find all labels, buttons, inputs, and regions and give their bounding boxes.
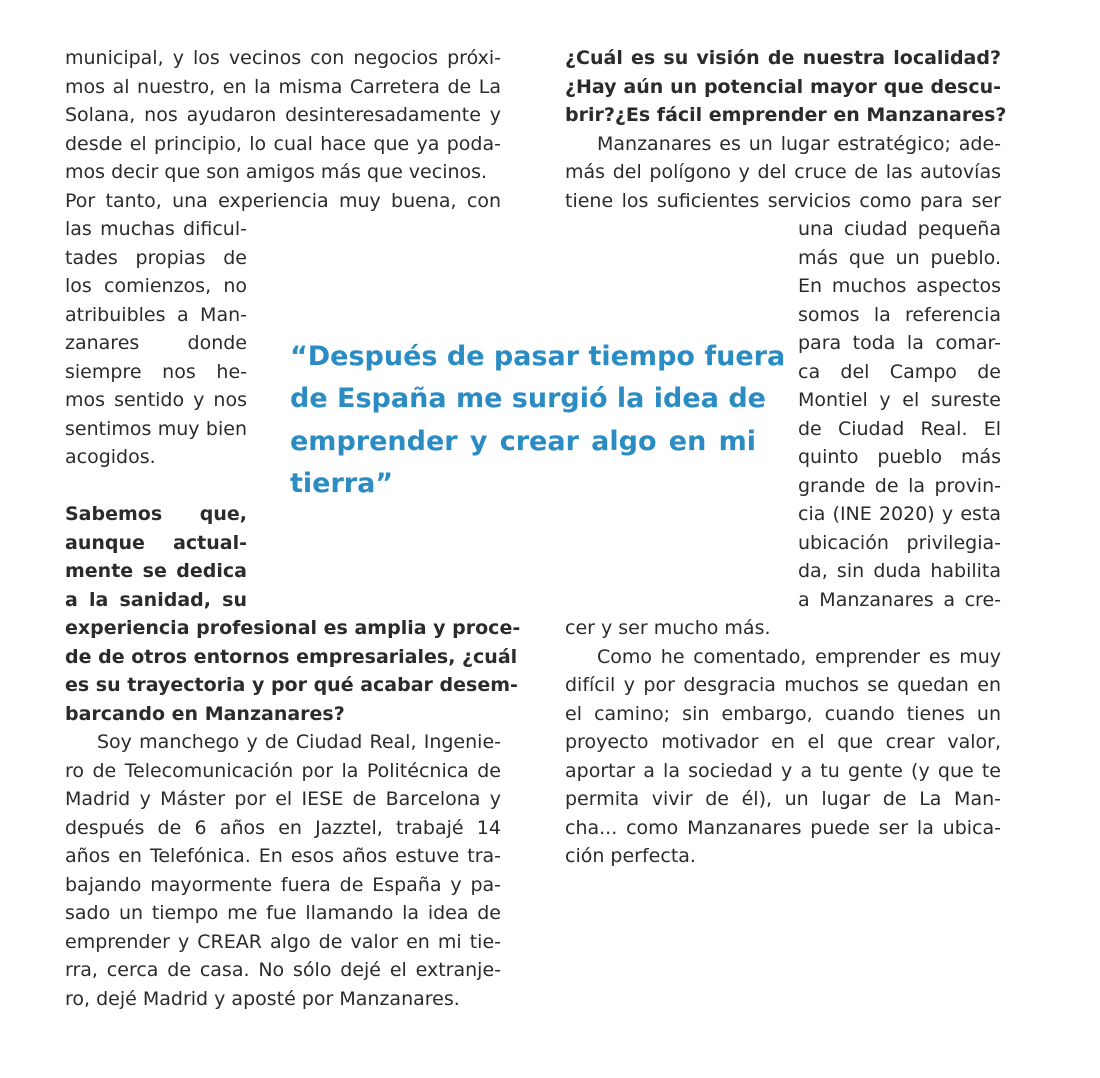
paragraph-line: más que un pueblo.	[798, 246, 1001, 269]
paragraph-line: Manzanares es un lugar estratégico; ade-	[597, 132, 1001, 155]
paragraph-line: Soy manchego y de Ciudad Real, Ingenie-	[97, 731, 501, 753]
paragraph-line: Solana, nos ayudaron desinteresadamente y	[65, 104, 501, 126]
paragraph-line: las muchas dificul-	[65, 218, 247, 240]
paragraph-line: En muchos aspectos	[798, 275, 1001, 297]
question-line: es su trayectoria y por qué acabar desem-	[65, 674, 518, 696]
question-line: aunque actual-	[65, 531, 247, 554]
question-line: ¿Cuál es su visión de nuestra localidad?	[565, 47, 1001, 69]
paragraph-line: sado un tiempo me fue llamando la idea de	[65, 902, 501, 924]
paragraph-line: los comienzos, no	[65, 275, 247, 297]
question-line: brir?¿Es fácil emprender en Manzanares?	[565, 104, 1007, 126]
question-line: mente se dedica	[65, 560, 247, 582]
paragraph-line: ca del Campo de	[798, 360, 1001, 383]
paragraph-line: aportar a la sociedad y a tu gente (y que te	[565, 759, 1001, 782]
paragraph-line: da, sin duda habilita	[798, 560, 1001, 582]
paragraph-line: desde el principio, lo cual hace que ya poda-	[65, 132, 501, 155]
question-line: barcando en Manzanares?	[65, 702, 345, 725]
paragraph-line: a Manzanares a cre-	[798, 588, 1001, 611]
paragraph-line: una ciudad pequeña	[798, 218, 1001, 240]
paragraph-line: ro, dejé Madrid y aposté por Manzanares.	[65, 987, 460, 1010]
paragraph-line: grande de la provin-	[798, 474, 1001, 497]
paragraph-line: municipal, y los vecinos con negocios próxi-	[65, 47, 501, 69]
question-line: Sabemos que,	[65, 503, 247, 525]
pull-quote-line: tierra”	[290, 467, 394, 499]
paragraph-line: tiene los suficientes servicios como para ser	[565, 189, 1001, 212]
paragraph-line: rra, cerca de casa. No sólo dejé el extranje-	[65, 959, 501, 981]
paragraph-line: proyecto motivador en el que crear valor,	[565, 731, 1001, 753]
paragraph-line: ubicación privilegia-	[798, 531, 1001, 554]
question-line: ¿Hay aún un potencial mayor que descu-	[565, 75, 1001, 98]
question-line: experiencia profesional es amplia y proce-	[65, 617, 521, 639]
paragraph-line: atribuibles a Man-	[65, 303, 247, 326]
paragraph-line: quinto pueblo más	[798, 446, 1001, 468]
paragraph-line: permita vivir de él), un lugar de La Man-	[565, 788, 1001, 810]
paragraph-line: Por tanto, una experiencia muy buena, con	[65, 189, 501, 212]
paragraph-line: después de 6 años en Jazztel, trabajé 14	[65, 816, 501, 839]
paragraph-line: emprender y CREAR algo de valor en mi tie-	[65, 930, 501, 953]
question-line: a la sanidad, su	[65, 588, 247, 611]
paragraph-line: somos la referencia	[798, 303, 1001, 326]
pull-quote-line: de España me surgió la idea de	[290, 383, 766, 415]
paragraph-line: para toda la comar-	[798, 332, 1001, 354]
paragraph-line: Como he comentado, emprender es muy	[597, 645, 1001, 668]
paragraph-line: mos sentido y nos	[65, 389, 247, 411]
question-line: de de otros entornos empresariales, ¿cuál	[65, 645, 518, 668]
paragraph-line: de Ciudad Real. El	[798, 417, 1001, 440]
pull-quote-line: emprender y crear algo en mi	[290, 425, 756, 457]
paragraph-line: tades propias de	[65, 246, 247, 269]
paragraph-line: ción perfecta.	[565, 845, 696, 867]
paragraph-line: el camino; sin embargo, cuando tienes un	[565, 702, 1001, 725]
pull-quote-line: “Después de pasar tiempo fuera	[290, 341, 786, 372]
paragraph-line: más del polígono y del cruce de las autovías	[565, 161, 1001, 183]
paragraph-line: Montiel y el sureste	[798, 389, 1001, 411]
paragraph-line: zanares donde	[65, 332, 247, 354]
paragraph-line: mos al nuestro, en la misma Carretera de La	[65, 75, 501, 98]
paragraph-line: bajando mayormente fuera de España y pa-	[65, 873, 501, 896]
paragraph-line: siempre nos he-	[65, 360, 247, 383]
paragraph-line: años en Telefónica. En esos años estuve tra-	[65, 845, 501, 867]
paragraph-line: sentimos muy bien	[65, 417, 247, 440]
paragraph-line: cia (INE 2020) y esta	[798, 503, 1001, 525]
paragraph-line: cer y ser mucho más.	[565, 617, 771, 639]
paragraph-line: ro de Telecomunicación por la Politécnica de	[65, 759, 501, 782]
paragraph-line: Madrid y Máster por el IESE de Barcelona y	[65, 788, 501, 810]
paragraph-line: difícil y por desgracia muchos se quedan en	[565, 674, 1001, 696]
pull-quote	[290, 336, 786, 505]
paragraph-line: mos decir que son amigos más que vecinos.	[65, 161, 488, 183]
paragraph-line: acogidos.	[65, 446, 156, 468]
paragraph-line: cha... como Manzanares puede ser la ubica-	[565, 816, 1001, 839]
